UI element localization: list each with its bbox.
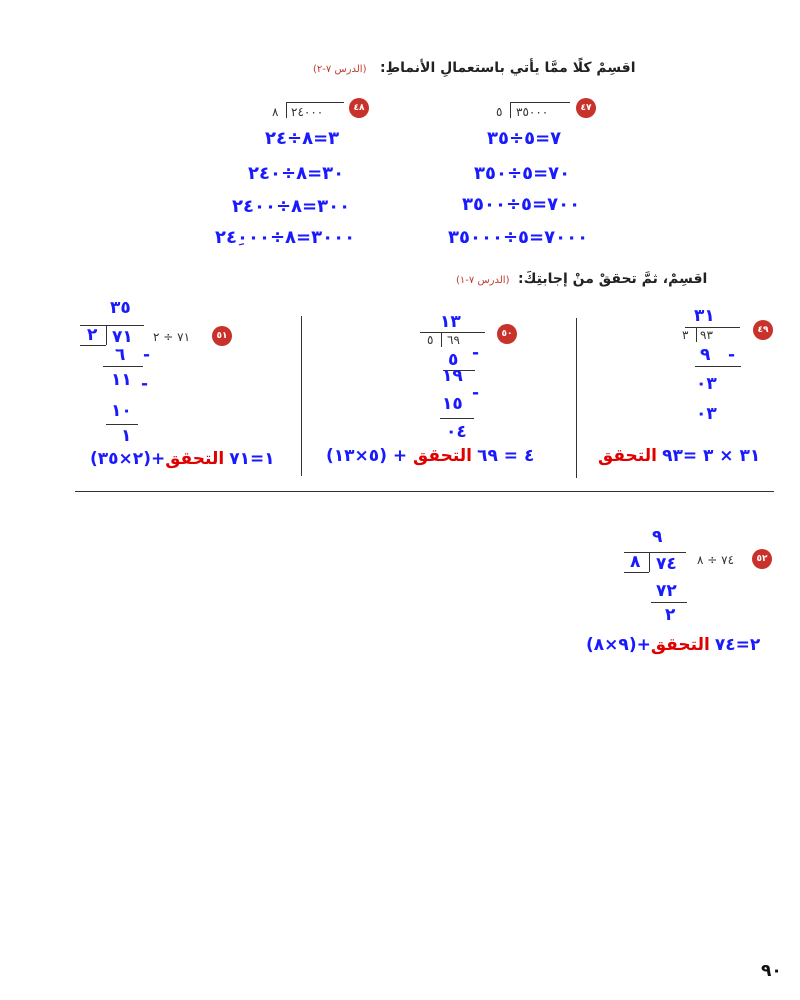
problem-48-badge: ٤٨	[349, 98, 369, 118]
section1-title: اقسِمْ كلًا ممَّا يأتي باستعمالِ الأنماطِ:	[380, 60, 636, 76]
problem-51-divisor: ٢	[87, 325, 98, 345]
problem-47-badge: ٤٧	[576, 98, 596, 118]
problem-52-sub-line	[651, 602, 687, 603]
problem-49-check-expr: ٣١ × ٣ =٩٣	[662, 446, 761, 466]
problem-51-sub-line-1	[103, 366, 143, 367]
problem-52-rem-1: ٢	[665, 605, 676, 625]
problem-49-minus: -	[728, 345, 736, 365]
problem-49-divisor: ٣	[682, 328, 689, 342]
section2-lesson-ref: (الدرس ٧-١)	[456, 275, 510, 286]
problem-49-badge: ٤٩	[753, 320, 773, 340]
problem-51-dividend: ٧١	[112, 327, 133, 347]
problem-52-dividend: ٧٤	[656, 554, 677, 574]
problem-50-rem-2: ٠٤	[446, 422, 467, 442]
problem-51-rem-2: ١	[121, 426, 132, 446]
problem-51-sub-1: ٦	[115, 345, 126, 365]
problem-52-check-label: التحقق	[650, 635, 710, 655]
problem-51-check-label: التحقق	[165, 449, 225, 469]
problem-48-line-1: ٣=٨÷٢٤	[265, 128, 340, 149]
problem-52-quotient: ٩	[652, 527, 663, 547]
problem-47-bracket	[510, 102, 511, 118]
problem-50-minus-1: -	[472, 343, 480, 363]
problem-50-check-expr: (٥×١٣) + ٤ = ٦٩	[326, 446, 535, 466]
problem-52-sub-1: ٧٢	[656, 581, 677, 601]
problem-50-bracket	[441, 332, 442, 347]
problem-48-divisor: ٨	[272, 105, 279, 119]
section2-title: اقسِمْ، ثمَّ تحققْ منْ إجابتِكَ:	[518, 271, 708, 287]
problem-52-problem: ٧٤ ÷ ٨	[697, 553, 735, 567]
problem-51-minus-1: -	[143, 345, 151, 365]
problem-49-check	[598, 446, 760, 466]
problem-52-check	[586, 635, 760, 655]
problem-50-quotient: ١٣	[440, 312, 461, 332]
problem-52-bracket	[649, 552, 650, 572]
section1-lesson-ref: (الدرس ٧-٢)	[313, 64, 367, 75]
problem-49-sub-line	[695, 366, 741, 367]
problem-51-bracket	[106, 325, 107, 345]
problem-49-sub-1: ٩	[700, 345, 711, 365]
problem-50-minus-2: -	[472, 383, 480, 403]
problem-50-divisor: ٥	[427, 333, 434, 347]
problem-51-minus-2: -	[141, 374, 149, 394]
problem-51-sub-line-2	[106, 424, 138, 425]
problem-49-bracket	[696, 327, 697, 342]
problem-51-sub-2: ١٠	[111, 401, 132, 421]
problem-48-bracket	[286, 102, 287, 118]
problem-49-check-label: التحقق	[598, 446, 657, 466]
problem-50-sub-1: ٥	[448, 350, 459, 370]
problem-49-dividend: ٩٣	[700, 328, 713, 342]
problem-47-line-4: ٧٠٠٠=٥÷٣٥٠٠٠	[448, 227, 589, 248]
problem-48-line-4: ٣٠٠٠=٨÷٢٤ِ٠٠٠	[215, 227, 356, 248]
section-divider	[75, 491, 774, 492]
problem-50-check-label: التحقق	[413, 446, 473, 466]
problem-50-check	[326, 446, 534, 466]
problem-47-line-3: ٧٠٠=٥÷٣٥٠٠	[462, 194, 581, 215]
problem-50-sub-2: ١٥	[442, 394, 463, 414]
problem-51-badge: ٥١	[212, 326, 232, 346]
problem-52-bar-lower	[624, 572, 649, 573]
problem-51-check-expr: (٢×٣٥)+١=٧١	[90, 449, 275, 469]
problem-50-rem-1: ١٩	[442, 366, 463, 386]
problem-47-bar	[510, 102, 570, 103]
problem-51-bar-lower	[80, 345, 106, 346]
problem-48-line-3: ٣٠٠=٨÷٢٤٠٠	[232, 196, 351, 217]
problem-50-badge: ٥٠	[497, 324, 517, 344]
problem-52-badge: ٥٢	[752, 549, 772, 569]
problem-48-line-2: ٣٠=٨÷٢٤٠	[248, 163, 345, 184]
problem-51-problem: ٧١ ÷ ٢	[153, 330, 191, 344]
problem-52-divisor: ٨	[630, 552, 641, 572]
page-number: ٩٠	[761, 961, 782, 981]
problem-50-dividend: ٦٩	[447, 333, 460, 347]
problem-47-dividend: ٣٥٠٠٠	[516, 105, 549, 119]
problem-50-sub-line-2	[440, 418, 474, 419]
problem-49-rem-1: ٠٣	[696, 374, 717, 394]
problem-48-dividend: ٢٤٠٠٠	[291, 105, 324, 119]
problem-47-line-1: ٧=٥÷٣٥	[487, 128, 562, 149]
problem-51-rem-1: ١١	[111, 370, 132, 390]
problem-48-bar	[286, 102, 344, 103]
problem-52-check-expr: (٩×٨)+٢=٧٤	[586, 635, 761, 655]
problem-51-quotient: ٣٥	[110, 298, 131, 318]
column-separator-left	[301, 316, 302, 476]
column-separator-right	[576, 318, 577, 478]
problem-49-rem-2: ٠٣	[696, 404, 717, 424]
problem-47-divisor: ٥	[496, 105, 503, 119]
problem-47-line-2: ٧٠=٥÷٣٥٠	[474, 163, 571, 184]
problem-51-check	[90, 449, 275, 469]
problem-49-quotient: ٣١	[694, 306, 715, 326]
